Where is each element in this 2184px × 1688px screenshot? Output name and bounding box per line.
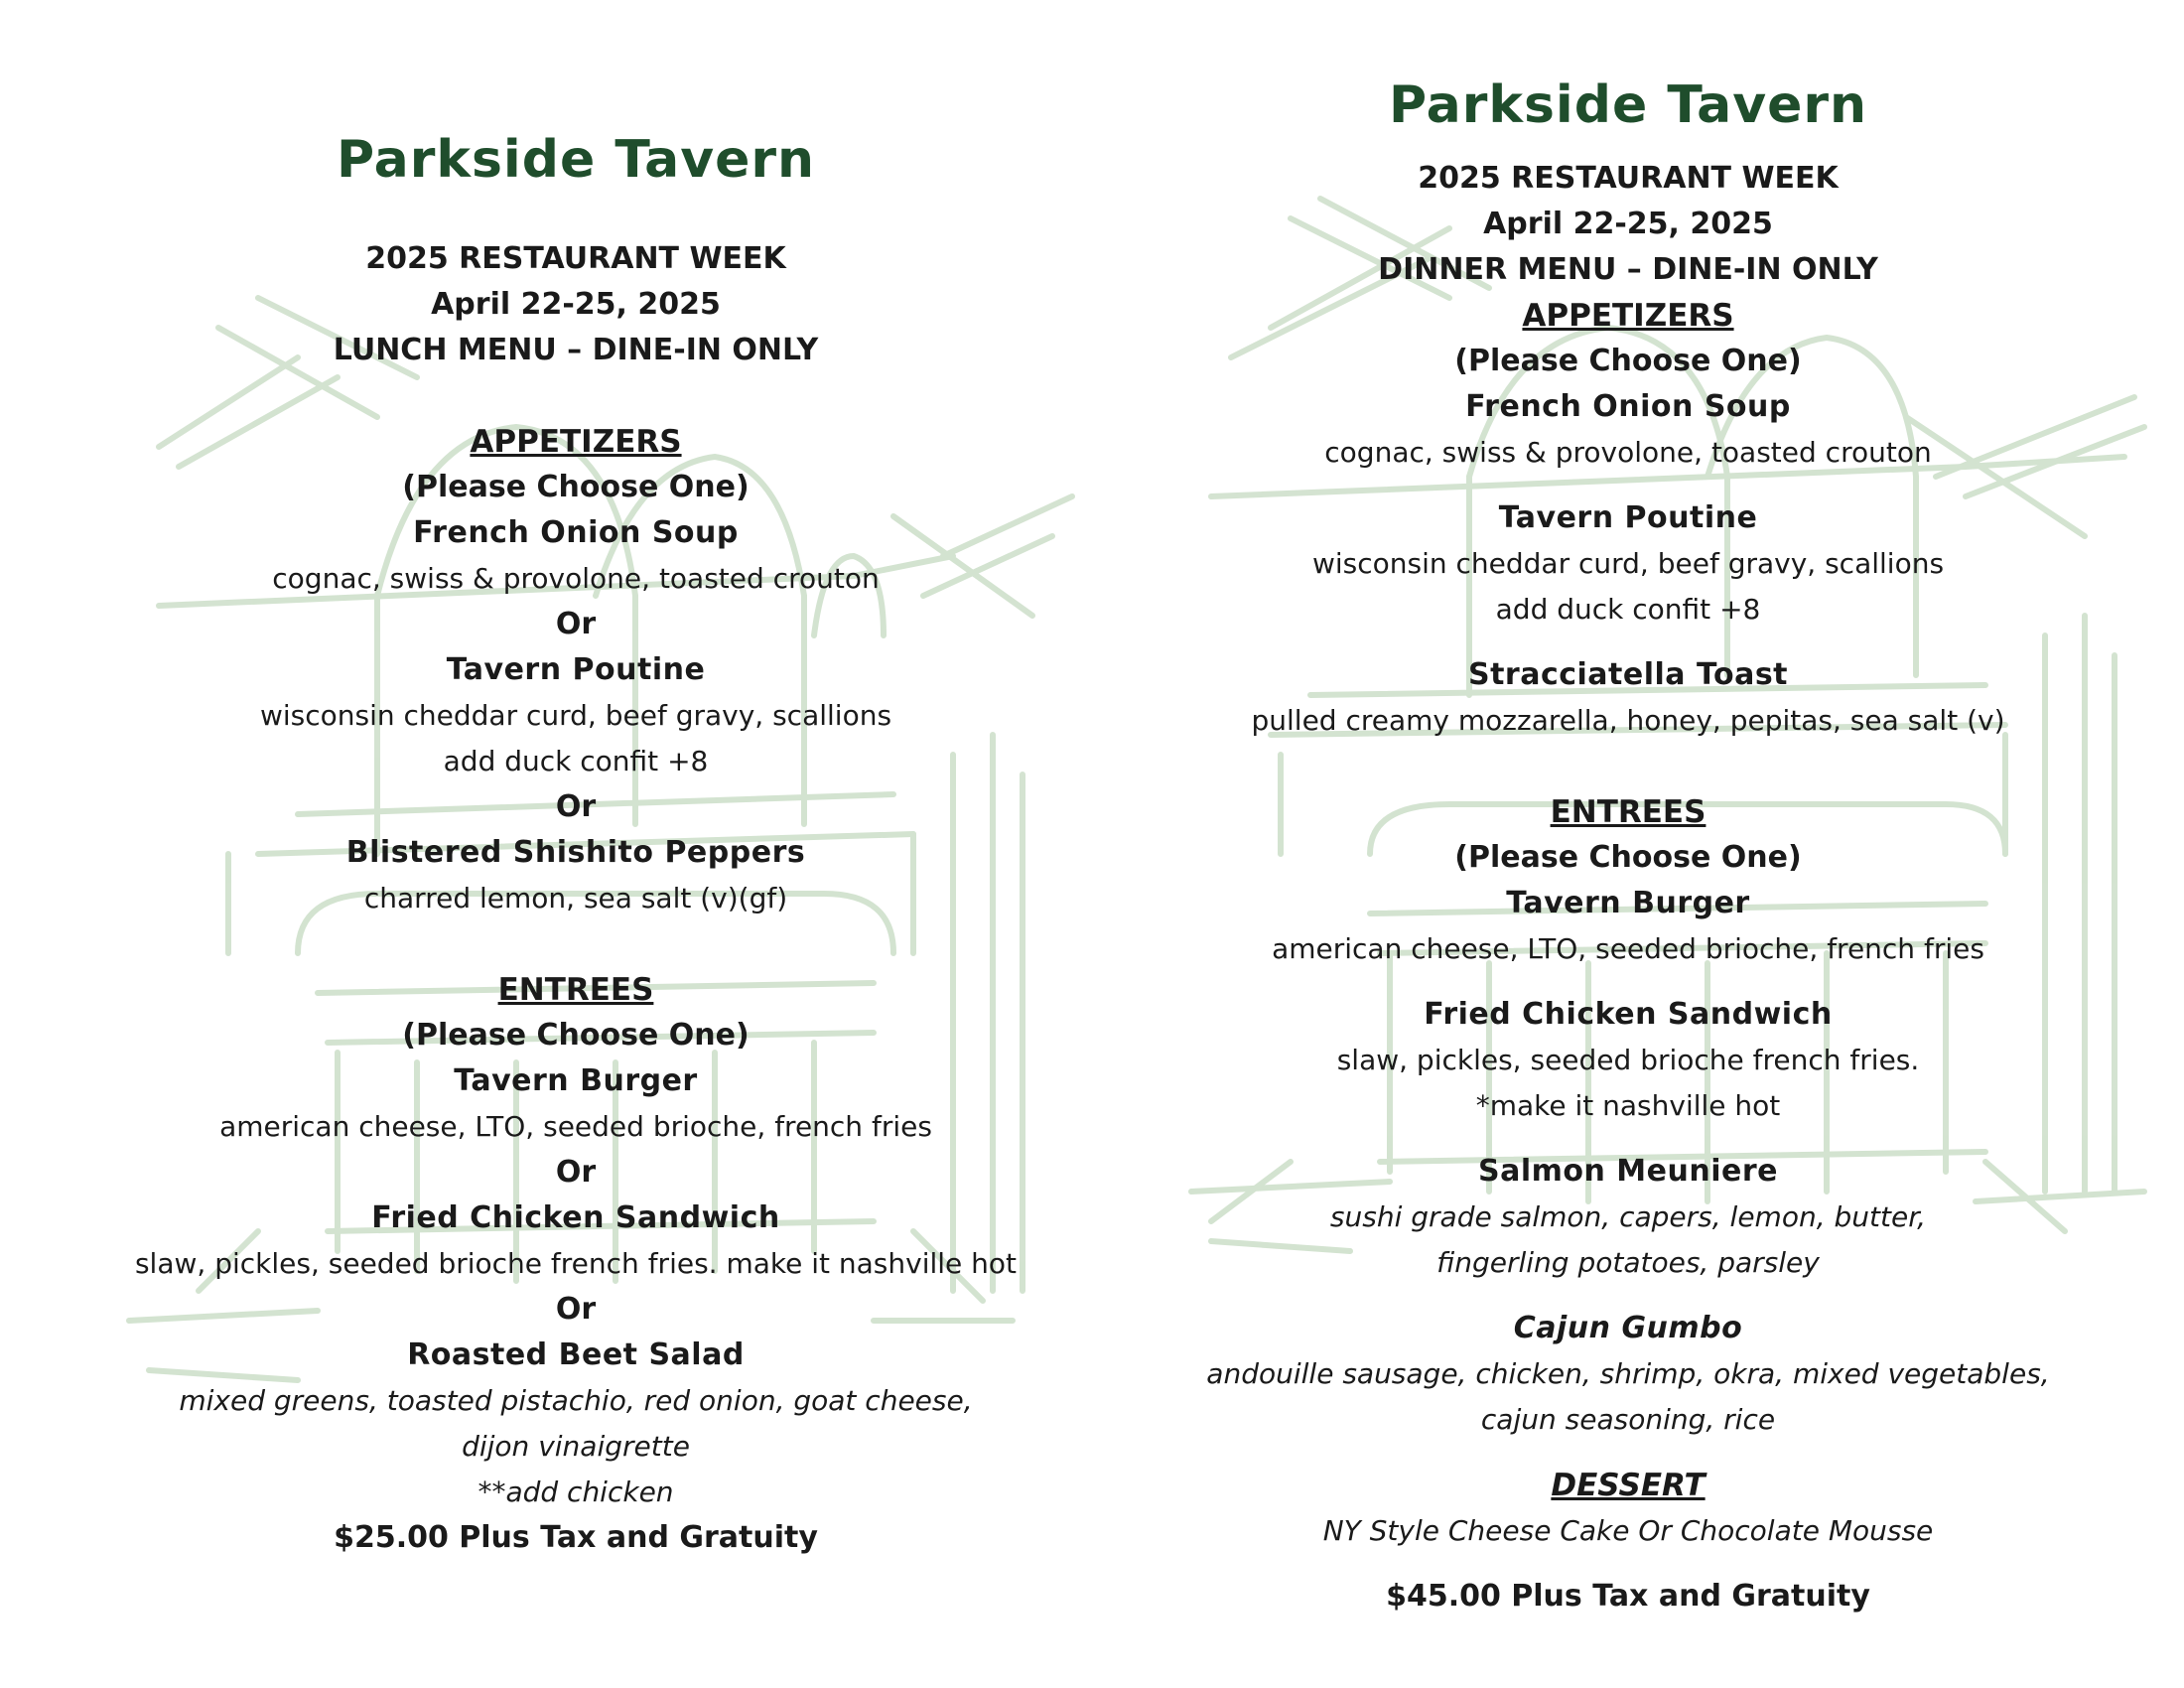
event-dates: April 22-25, 2025 — [431, 287, 721, 323]
menu-item-desc: cajun seasoning, rice — [1480, 1403, 1776, 1437]
menu-item-desc: american cheese, LTO, seeded brioche, french fries — [1272, 932, 1984, 966]
lunch-menu — [94, 129, 1057, 1561]
menu-item-name: Tavern Burger — [454, 1063, 698, 1099]
menu-item-desc: american cheese, LTO, seeded brioche, french fries — [219, 1110, 932, 1144]
menu-item-desc: fingerling potatoes, parsley — [1436, 1246, 1820, 1280]
restaurant-title: Parkside Tavern — [1388, 75, 1868, 135]
menu-item-name: Fried Chicken Sandwich — [1424, 997, 1833, 1033]
menu-item-desc: pulled creamy mozzarella, honey, pepitas, sea salt (v) — [1251, 704, 2005, 738]
menu-item-desc: slaw, pickles, seeded brioche french fries. make it nashville hot — [134, 1247, 1018, 1281]
or-separator: Or — [555, 607, 597, 642]
or-separator: Or — [555, 1292, 597, 1328]
menu-item-desc: dijon vinaigrette — [462, 1430, 690, 1464]
menu-item-name: Blistered Shishito Peppers — [345, 835, 806, 871]
menu-item-addon: add duck confit +8 — [1495, 593, 1761, 627]
menu-item-name: Fried Chicken Sandwich — [371, 1200, 780, 1236]
entrees-heading: ENTREES — [497, 972, 654, 1009]
menu-item-addon: *make it nashville hot — [1475, 1089, 1781, 1123]
entrees-heading: ENTREES — [1550, 794, 1706, 831]
event-name: 2025 RESTAURANT WEEK — [1418, 161, 1839, 197]
menu-item-name: Stracciatella Toast — [1467, 657, 1789, 693]
choose-one: (Please Choose One) — [1454, 840, 1802, 876]
menu-item-desc: sushi grade salmon, capers, lemon, butter, — [1329, 1200, 1927, 1234]
dinner-menu — [1171, 74, 2085, 1619]
price: $25.00 Plus Tax and Gratuity — [334, 1520, 818, 1556]
menu-item-desc: slaw, pickles, seeded brioche french fries. — [1336, 1044, 1920, 1077]
dessert-desc: NY Style Cheese Cake Or Chocolate Mousse — [1322, 1514, 1934, 1548]
price: $45.00 Plus Tax and Gratuity — [1386, 1579, 1870, 1615]
menu-item-name: French Onion Soup — [413, 515, 739, 551]
appetizers-heading: APPETIZERS — [1522, 298, 1734, 335]
menu-item-name: Salmon Meuniere — [1478, 1154, 1778, 1190]
choose-one: (Please Choose One) — [1454, 344, 1802, 379]
choose-one: (Please Choose One) — [402, 1018, 750, 1054]
restaurant-title: Parkside Tavern — [336, 130, 816, 190]
menu-item-addon: add duck confit +8 — [443, 745, 709, 778]
menu-item-addon: **add chicken — [478, 1476, 674, 1509]
menu-item-desc: andouille sausage, chicken, shrimp, okra, mixed vegetables, — [1206, 1357, 2050, 1391]
menu-item-desc: wisconsin cheddar curd, beef gravy, scallions — [1311, 547, 1945, 581]
menu-type: LUNCH MENU – DINE-IN ONLY — [333, 333, 819, 368]
menu-item-name: French Onion Soup — [1465, 389, 1791, 425]
menu-item-name: Tavern Burger — [1506, 886, 1750, 921]
or-separator: Or — [555, 1155, 597, 1191]
menu-item-desc: charred lemon, sea salt (v)(gf) — [363, 882, 788, 915]
choose-one: (Please Choose One) — [402, 470, 750, 505]
menu-item-desc: mixed greens, toasted pistachio, red onion, goat cheese, — [179, 1384, 973, 1418]
menu-item-name: Cajun Gumbo — [1513, 1311, 1743, 1346]
event-name: 2025 RESTAURANT WEEK — [365, 241, 786, 277]
event-dates: April 22-25, 2025 — [1483, 207, 1773, 242]
menu-item-name: Tavern Poutine — [1498, 500, 1758, 536]
menu-type: DINNER MENU – DINE-IN ONLY — [1378, 252, 1878, 288]
or-separator: Or — [555, 789, 597, 825]
dessert-heading: DESSERT — [1551, 1468, 1706, 1504]
menu-item-desc: cognac, swiss & provolone, toasted crouton — [1324, 436, 1932, 470]
menu-item-desc: cognac, swiss & provolone, toasted crouton — [272, 562, 880, 596]
menu-item-name: Roasted Beet Salad — [407, 1337, 745, 1373]
menu-item-name: Tavern Poutine — [446, 652, 706, 688]
menu-item-desc: wisconsin cheddar curd, beef gravy, scallions — [259, 699, 892, 733]
appetizers-heading: APPETIZERS — [470, 424, 682, 461]
